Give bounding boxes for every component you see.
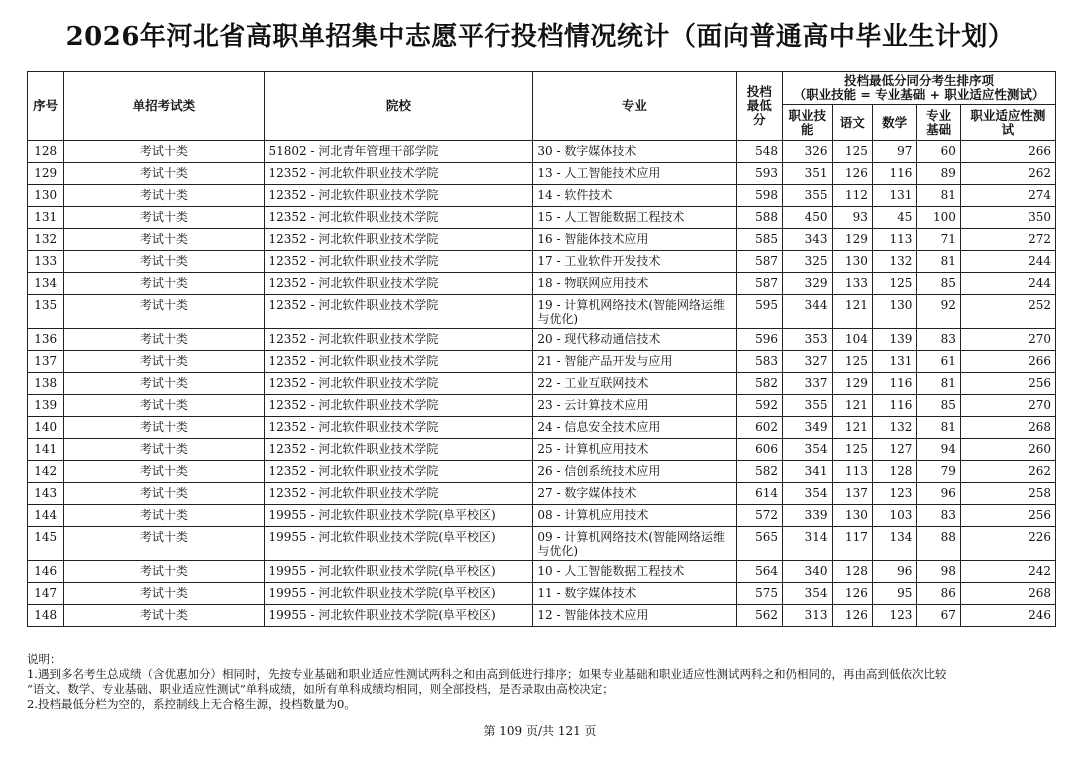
cell-aptitude-test: 246 <box>960 605 1055 627</box>
cell-seq: 147 <box>28 583 64 605</box>
cell-chinese: 121 <box>832 395 872 417</box>
header-seq: 序号 <box>28 72 64 141</box>
cell-school: 12352 - 河北软件职业技术学院 <box>264 461 533 483</box>
cell-seq: 140 <box>28 417 64 439</box>
cell-professional-basic: 79 <box>917 461 960 483</box>
cell-seq: 141 <box>28 439 64 461</box>
header-vocational-skill: 职业技能 <box>783 105 833 141</box>
cell-min-score: 587 <box>736 251 782 273</box>
cell-professional-basic: 81 <box>917 373 960 395</box>
cell-category: 考试十类 <box>64 229 264 251</box>
cell-vocational-skill: 329 <box>783 273 833 295</box>
cell-aptitude-test: 274 <box>960 185 1055 207</box>
cell-category: 考试十类 <box>64 439 264 461</box>
cell-category: 考试十类 <box>64 505 264 527</box>
cell-professional-basic: 85 <box>917 273 960 295</box>
table-row <box>28 329 1056 351</box>
cell-chinese: 129 <box>832 229 872 251</box>
cell-category: 考试十类 <box>64 163 264 185</box>
cell-vocational-skill: 354 <box>783 483 833 505</box>
cell-major: 15 - 人工智能数据工程技术 <box>533 207 736 229</box>
cell-professional-basic: 81 <box>917 417 960 439</box>
cell-school: 12352 - 河北软件职业技术学院 <box>264 207 533 229</box>
cell-chinese: 104 <box>832 329 872 351</box>
cell-major: 19 - 计算机网络技术(智能网络运维与优化) <box>533 295 736 329</box>
cell-seq: 130 <box>28 185 64 207</box>
cell-aptitude-test: 252 <box>960 295 1055 329</box>
cell-seq: 136 <box>28 329 64 351</box>
cell-vocational-skill: 354 <box>783 583 833 605</box>
header-math: 数学 <box>872 105 916 141</box>
cell-seq: 148 <box>28 605 64 627</box>
cell-professional-basic: 67 <box>917 605 960 627</box>
cell-vocational-skill: 355 <box>783 185 833 207</box>
table-row <box>28 461 1056 483</box>
cell-min-score: 583 <box>736 351 782 373</box>
cell-school: 12352 - 河北软件职业技术学院 <box>264 483 533 505</box>
table-row <box>28 163 1056 185</box>
cell-professional-basic: 100 <box>917 207 960 229</box>
cell-category: 考试十类 <box>64 417 264 439</box>
cell-vocational-skill: 353 <box>783 329 833 351</box>
cell-category: 考试十类 <box>64 605 264 627</box>
table-row <box>28 527 1056 561</box>
notes-line-2: “语文、数学、专业基础、职业适应性测试”单科成绩，如所有单科成绩均相同，则全部投档，是否录取由高校决定； <box>27 682 614 696</box>
cell-category: 考试十类 <box>64 561 264 583</box>
cell-category: 考试十类 <box>64 207 264 229</box>
cell-seq: 139 <box>28 395 64 417</box>
cell-aptitude-test: 266 <box>960 141 1055 163</box>
cell-school: 19955 - 河北软件职业技术学院(阜平校区) <box>264 527 533 561</box>
cell-vocational-skill: 325 <box>783 251 833 273</box>
cell-major: 20 - 现代移动通信技术 <box>533 329 736 351</box>
table-row <box>28 251 1056 273</box>
cell-school: 12352 - 河北软件职业技术学院 <box>264 229 533 251</box>
document-title: 2026年河北省高职单招集中志愿平行投档情况统计（面向普通高中毕业生计划） <box>65 22 1015 52</box>
cell-vocational-skill: 343 <box>783 229 833 251</box>
table-row <box>28 373 1056 395</box>
cell-chinese: 126 <box>832 583 872 605</box>
cell-professional-basic: 81 <box>917 185 960 207</box>
header-category: 单招考试类 <box>64 72 264 141</box>
cell-category: 考试十类 <box>64 295 264 329</box>
cell-vocational-skill: 314 <box>783 527 833 561</box>
cell-vocational-skill: 351 <box>783 163 833 185</box>
cell-major: 17 - 工业软件开发技术 <box>533 251 736 273</box>
header-professional-basic: 专业基础 <box>917 105 960 141</box>
cell-min-score: 593 <box>736 163 782 185</box>
header-school: 院校 <box>264 72 533 141</box>
cell-school: 19955 - 河北软件职业技术学院(阜平校区) <box>264 505 533 527</box>
cell-category: 考试十类 <box>64 583 264 605</box>
cell-major: 18 - 物联网应用技术 <box>533 273 736 295</box>
cell-professional-basic: 81 <box>917 251 960 273</box>
notes-line-1: 1.遇到多名考生总成绩（含优惠加分）相同时，先按专业基础和职业适应性测试两科之和由高到低进行排序；如果专业基础和职业适应性测试两科之和仍相同的，再由高到低依次比较 <box>27 667 947 681</box>
cell-min-score: 582 <box>736 373 782 395</box>
table-row <box>28 229 1056 251</box>
cell-professional-basic: 94 <box>917 439 960 461</box>
cell-chinese: 121 <box>832 295 872 329</box>
cell-vocational-skill: 313 <box>783 605 833 627</box>
cell-min-score: 564 <box>736 561 782 583</box>
cell-major: 16 - 智能体技术应用 <box>533 229 736 251</box>
cell-aptitude-test: 256 <box>960 373 1055 395</box>
cell-major: 21 - 智能产品开发与应用 <box>533 351 736 373</box>
header-min-score: 投档最低分 <box>736 72 782 141</box>
cell-min-score: 598 <box>736 185 782 207</box>
header-chinese: 语文 <box>832 105 872 141</box>
cell-professional-basic: 98 <box>917 561 960 583</box>
cell-school: 12352 - 河北软件职业技术学院 <box>264 395 533 417</box>
cell-major: 13 - 人工智能技术应用 <box>533 163 736 185</box>
cell-vocational-skill: 355 <box>783 395 833 417</box>
cell-major: 26 - 信创系统技术应用 <box>533 461 736 483</box>
cell-category: 考试十类 <box>64 185 264 207</box>
cell-chinese: 125 <box>832 439 872 461</box>
cell-min-score: 585 <box>736 229 782 251</box>
cell-vocational-skill: 326 <box>783 141 833 163</box>
cell-seq: 142 <box>28 461 64 483</box>
cell-seq: 134 <box>28 273 64 295</box>
cell-aptitude-test: 262 <box>960 461 1055 483</box>
cell-chinese: 125 <box>832 351 872 373</box>
cell-math: 128 <box>872 461 916 483</box>
cell-vocational-skill: 354 <box>783 439 833 461</box>
cell-category: 考试十类 <box>64 395 264 417</box>
cell-math: 116 <box>872 373 916 395</box>
cell-min-score: 614 <box>736 483 782 505</box>
cell-school: 19955 - 河北软件职业技术学院(阜平校区) <box>264 605 533 627</box>
cell-professional-basic: 71 <box>917 229 960 251</box>
cell-professional-basic: 88 <box>917 527 960 561</box>
cell-category: 考试十类 <box>64 141 264 163</box>
cell-aptitude-test: 260 <box>960 439 1055 461</box>
table-row <box>28 185 1056 207</box>
cell-min-score: 572 <box>736 505 782 527</box>
table-row <box>28 483 1056 505</box>
cell-seq: 137 <box>28 351 64 373</box>
cell-min-score: 565 <box>736 527 782 561</box>
cell-major: 11 - 数字媒体技术 <box>533 583 736 605</box>
cell-school: 12352 - 河北软件职业技术学院 <box>264 185 533 207</box>
cell-category: 考试十类 <box>64 373 264 395</box>
cell-major: 23 - 云计算技术应用 <box>533 395 736 417</box>
cell-math: 132 <box>872 251 916 273</box>
cell-professional-basic: 89 <box>917 163 960 185</box>
table-row <box>28 439 1056 461</box>
cell-min-score: 592 <box>736 395 782 417</box>
cell-major: 10 - 人工智能数据工程技术 <box>533 561 736 583</box>
cell-math: 45 <box>872 207 916 229</box>
table-row <box>28 395 1056 417</box>
table-row <box>28 351 1056 373</box>
cell-min-score: 562 <box>736 605 782 627</box>
cell-school: 19955 - 河北软件职业技术学院(阜平校区) <box>264 583 533 605</box>
cell-professional-basic: 96 <box>917 483 960 505</box>
table-row <box>28 605 1056 627</box>
cell-major: 08 - 计算机应用技术 <box>533 505 736 527</box>
cell-chinese: 128 <box>832 561 872 583</box>
page-footer: 第 109 页/共 121 页 <box>483 724 597 738</box>
cell-math: 116 <box>872 395 916 417</box>
cell-math: 134 <box>872 527 916 561</box>
header-aptitude-test: 职业适应性测试 <box>960 105 1055 141</box>
cell-school: 12352 - 河北软件职业技术学院 <box>264 251 533 273</box>
cell-aptitude-test: 244 <box>960 273 1055 295</box>
cell-math: 131 <box>872 351 916 373</box>
cell-chinese: 130 <box>832 251 872 273</box>
cell-chinese: 130 <box>832 505 872 527</box>
header-major: 专业 <box>533 72 736 141</box>
cell-category: 考试十类 <box>64 251 264 273</box>
cell-seq: 135 <box>28 295 64 329</box>
cell-aptitude-test: 258 <box>960 483 1055 505</box>
cell-math: 96 <box>872 561 916 583</box>
cell-math: 123 <box>872 483 916 505</box>
cell-aptitude-test: 244 <box>960 251 1055 273</box>
cell-math: 130 <box>872 295 916 329</box>
cell-vocational-skill: 337 <box>783 373 833 395</box>
cell-vocational-skill: 339 <box>783 505 833 527</box>
cell-seq: 128 <box>28 141 64 163</box>
cell-aptitude-test: 270 <box>960 329 1055 351</box>
cell-min-score: 595 <box>736 295 782 329</box>
cell-chinese: 125 <box>832 141 872 163</box>
cell-math: 125 <box>872 273 916 295</box>
cell-math: 132 <box>872 417 916 439</box>
cell-math: 131 <box>872 185 916 207</box>
cell-school: 12352 - 河北软件职业技术学院 <box>264 351 533 373</box>
cell-math: 139 <box>872 329 916 351</box>
cell-seq: 144 <box>28 505 64 527</box>
table-body <box>28 141 1056 627</box>
cell-seq: 143 <box>28 483 64 505</box>
cell-math: 103 <box>872 505 916 527</box>
cell-math: 116 <box>872 163 916 185</box>
cell-aptitude-test: 350 <box>960 207 1055 229</box>
notes-heading: 说明： <box>27 652 62 666</box>
cell-category: 考试十类 <box>64 273 264 295</box>
cell-min-score: 588 <box>736 207 782 229</box>
cell-math: 113 <box>872 229 916 251</box>
cell-min-score: 582 <box>736 461 782 483</box>
cell-chinese: 121 <box>832 417 872 439</box>
cell-category: 考试十类 <box>64 527 264 561</box>
table-row <box>28 583 1056 605</box>
cell-professional-basic: 83 <box>917 329 960 351</box>
cell-major: 25 - 计算机应用技术 <box>533 439 736 461</box>
cell-aptitude-test: 268 <box>960 417 1055 439</box>
cell-school: 12352 - 河北软件职业技术学院 <box>264 329 533 351</box>
cell-chinese: 133 <box>832 273 872 295</box>
cell-category: 考试十类 <box>64 351 264 373</box>
notes <box>27 652 1057 712</box>
cell-major: 12 - 智能体技术应用 <box>533 605 736 627</box>
cell-aptitude-test: 262 <box>960 163 1055 185</box>
cell-chinese: 126 <box>832 163 872 185</box>
cell-aptitude-test: 242 <box>960 561 1055 583</box>
cell-school: 12352 - 河北软件职业技术学院 <box>264 373 533 395</box>
cell-seq: 138 <box>28 373 64 395</box>
table-row <box>28 505 1056 527</box>
cell-chinese: 113 <box>832 461 872 483</box>
cell-school: 12352 - 河北软件职业技术学院 <box>264 273 533 295</box>
cell-school: 51802 - 河北青年管理干部学院 <box>264 141 533 163</box>
cell-chinese: 112 <box>832 185 872 207</box>
cell-min-score: 548 <box>736 141 782 163</box>
cell-seq: 133 <box>28 251 64 273</box>
header-ranking-group <box>783 72 1056 105</box>
cell-aptitude-test: 272 <box>960 229 1055 251</box>
cell-min-score: 587 <box>736 273 782 295</box>
table-row <box>28 561 1056 583</box>
table-row <box>28 141 1056 163</box>
cell-professional-basic: 92 <box>917 295 960 329</box>
cell-major: 22 - 工业互联网技术 <box>533 373 736 395</box>
cell-vocational-skill: 327 <box>783 351 833 373</box>
cell-major: 14 - 软件技术 <box>533 185 736 207</box>
cell-aptitude-test: 256 <box>960 505 1055 527</box>
cell-min-score: 606 <box>736 439 782 461</box>
cell-major: 09 - 计算机网络技术(智能网络运维与优化) <box>533 527 736 561</box>
cell-category: 考试十类 <box>64 461 264 483</box>
cell-vocational-skill: 450 <box>783 207 833 229</box>
cell-school: 12352 - 河北软件职业技术学院 <box>264 295 533 329</box>
cell-major: 30 - 数字媒体技术 <box>533 141 736 163</box>
cell-school: 12352 - 河北软件职业技术学院 <box>264 163 533 185</box>
cell-vocational-skill: 344 <box>783 295 833 329</box>
cell-aptitude-test: 270 <box>960 395 1055 417</box>
cell-category: 考试十类 <box>64 329 264 351</box>
cell-professional-basic: 60 <box>917 141 960 163</box>
cell-vocational-skill: 340 <box>783 561 833 583</box>
cell-category: 考试十类 <box>64 483 264 505</box>
header-ranking-title: 投档最低分同分考生排序项 <box>843 73 994 88</box>
cell-chinese: 137 <box>832 483 872 505</box>
table-row <box>28 295 1056 329</box>
notes-line-3: 2.投档最低分栏为空的，系控制线上无合格生源，投档数量为0。 <box>27 697 356 711</box>
cell-vocational-skill: 341 <box>783 461 833 483</box>
cell-math: 95 <box>872 583 916 605</box>
cell-professional-basic: 85 <box>917 395 960 417</box>
cell-chinese: 126 <box>832 605 872 627</box>
cell-chinese: 93 <box>832 207 872 229</box>
cell-vocational-skill: 349 <box>783 417 833 439</box>
cell-major: 24 - 信息安全技术应用 <box>533 417 736 439</box>
cell-seq: 146 <box>28 561 64 583</box>
cell-seq: 145 <box>28 527 64 561</box>
table-row <box>28 417 1056 439</box>
cell-aptitude-test: 268 <box>960 583 1055 605</box>
cell-min-score: 575 <box>736 583 782 605</box>
cell-min-score: 596 <box>736 329 782 351</box>
table-row <box>28 273 1056 295</box>
cell-seq: 132 <box>28 229 64 251</box>
cell-major: 27 - 数字媒体技术 <box>533 483 736 505</box>
cell-math: 97 <box>872 141 916 163</box>
cell-math: 123 <box>872 605 916 627</box>
cell-professional-basic: 83 <box>917 505 960 527</box>
cell-chinese: 117 <box>832 527 872 561</box>
cell-school: 12352 - 河北软件职业技术学院 <box>264 439 533 461</box>
cell-school: 19955 - 河北软件职业技术学院(阜平校区) <box>264 561 533 583</box>
table-row <box>28 207 1056 229</box>
cell-seq: 129 <box>28 163 64 185</box>
admission-table <box>27 71 1056 627</box>
cell-math: 127 <box>872 439 916 461</box>
header-ranking-formula: （职业技能 = 专业基础 + 职业适应性测试） <box>793 87 1045 102</box>
cell-professional-basic: 86 <box>917 583 960 605</box>
cell-min-score: 602 <box>736 417 782 439</box>
cell-seq: 131 <box>28 207 64 229</box>
cell-school: 12352 - 河北软件职业技术学院 <box>264 417 533 439</box>
cell-chinese: 129 <box>832 373 872 395</box>
cell-aptitude-test: 266 <box>960 351 1055 373</box>
cell-professional-basic: 61 <box>917 351 960 373</box>
cell-aptitude-test: 226 <box>960 527 1055 561</box>
